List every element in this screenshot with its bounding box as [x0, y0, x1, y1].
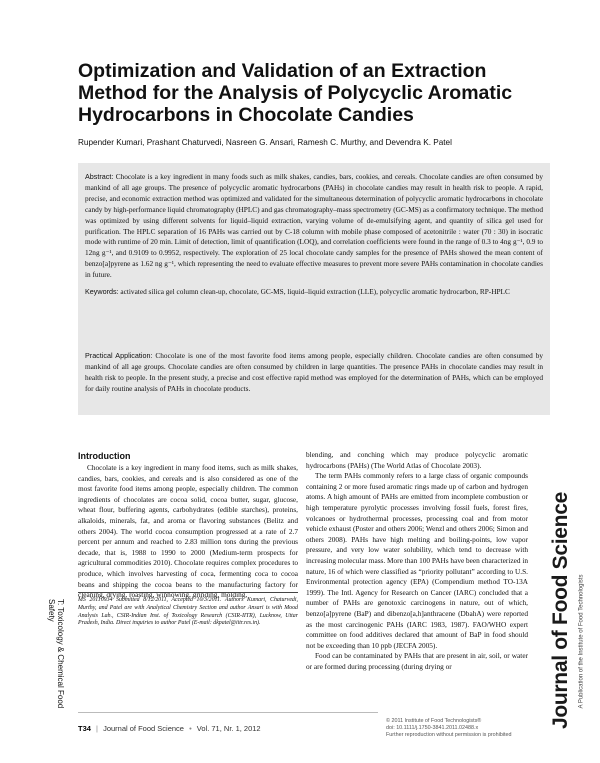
abstract-box	[78, 163, 550, 350]
footer-separator: |	[96, 724, 98, 733]
right-column	[306, 450, 528, 672]
section-label: T: Toxicology & Chemical Food Safety	[47, 599, 65, 709]
contamination-paragraph: Food can be contaminated by PAHs that are present in air, soil, or water or are formed during processing (during drying or	[306, 651, 528, 671]
abstract	[85, 172, 543, 281]
copyright-line: © 2011 Institute of Food Technologists®	[386, 718, 482, 724]
journal-logo	[547, 492, 575, 730]
keywords-text: activated silica gel column clean-up, chocolate, GC-MS, liquid–liquid extraction (LLE), polycyclic aromatic hydrocarbon, RP-HPLC	[120, 287, 510, 297]
footer-separator-2: •	[189, 724, 192, 733]
practical-application	[85, 351, 543, 395]
journal-logo-text: Journal of Food Science	[549, 492, 572, 729]
volume-info: Vol. 71, Nr. 1, 2012	[196, 724, 261, 733]
introduction-heading: Introduction	[78, 451, 131, 461]
footnote-divider	[78, 592, 298, 593]
abstract-label: Abstract:	[85, 172, 114, 181]
practical-label: Practical Application:	[85, 351, 153, 360]
footer-divider	[78, 712, 378, 713]
author-list: Rupender Kumari, Prashant Chaturvedi, Nasreen G. Ansari, Ramesh C. Murthy, and Devendra K. Patel	[78, 138, 452, 147]
doi-line[interactable]: doi: 10.1111/j.1750-3841.2011.02488.x	[386, 725, 479, 731]
page-footer	[78, 724, 261, 733]
keywords	[85, 287, 543, 298]
page-number: T34	[78, 724, 91, 733]
abstract-text: Chocolate is a key ingredient in many foods such as milk shakes, candies, bars, cookies, and cereals. Chocolate candies are often consumed by mankind of all age groups. The presence of polycyclic aromatic hydrocarbons (PAHs) in chocolate candies may result in health risk to people. A rapid, precise, and economic extraction method was optimized and validated for the simultaneous determination of polycyclic aromatic hydrocarbons in chocolate candy by high-performance liquid chromatography (HPLC) and gas chromatography–mass spectrometry (GC-MS) as a confirmatory technique. The method was optimized by using different solvents for liquid–liquid extraction, varying volume of de-emulsifying agent, and quantity of silica gel used for purification. The HPLC separation of 16 PAHs was carried out by C-18 column with mobile phase composed of acetonitrile : water (70 : 30) in isocratic mode with runtime of 20 min. Limit of detection, limit of quantification (LOQ), and correlation coefficients were found in the range of 0.3 to 4ng g⁻¹, 0.9 to 12ng g⁻¹, and 0.9109 to 0.9952, respectively. The exploration of 25 local chocolate candy samples for the presence of PAHs showed the mean content of benzo[a]pyrene as 1.62 ng g⁻¹, which representing the need to evaluate effective measures to prevent more severe PAHs contamination in chocolate candies in future.	[85, 172, 544, 280]
manuscript-footnote: MS 20110934 Submitted 8/12/2011, Accepted 10/3/2011. Authors Kumari, Chaturvedi, Murthy, and Patel are with Analytical Chemistry Section and author Ansari is with Mood Analysis Lab., CSIR-Indian Inst. of Toxicology Research (CSIR-IITR), Lucknow, Uttar Pradesh, India. Direct inquiries to author Patel (E-mail: dkpatel@iitr.res.in).	[78, 597, 298, 627]
practical-application-box	[78, 345, 550, 415]
intro-paragraph-continued: blending, and conching which may produce polycyclic aromatic hydrocarbons (PAHs) (The World Atlas of Chocolate 2003).	[306, 450, 528, 470]
practical-text: Chocolate is one of the most favorite food items among people, especially children. Chocolate candies are often consumed by mankind of all age groups. Chocolate candies are often consumed by children in large quantities. The presence PAHs in chocolate candies may result in health risk to people. In the present study, a precise and cost effective rapid method was employed for the determination of PAHs, which can be employed for daily routine analysis of PAHs in chocolate products.	[85, 351, 543, 393]
publication-note-text: A Publication of the Institute of Food Technologists	[578, 574, 585, 709]
copyright-block	[386, 718, 536, 739]
publication-note	[575, 560, 589, 730]
journal-name: Journal of Food Science	[103, 724, 184, 733]
left-column	[78, 463, 298, 601]
keywords-label: Keywords:	[85, 287, 119, 297]
paper-title: Optimization and Validation of an Extraction Method for the Analysis of Polycyclic Aromatic Hydrocarbons in Chocolate Candies	[78, 60, 513, 126]
pah-paragraph: The term PAHs commonly refers to a large class of organic compounds containing 2 or more fused aromatic rings made up of carbon and hydrogen atoms. A high amount of PAHs are emitted from incomplete combustion or high temperature pyrolytic processes involving fossil fuels, forest fires, volcanoes or hydrothermal processes, processing coal and from motor vehicle exhaust (Poster and others 2006; Wenzl and others 2006; Simon and others 2008). PAHs have high melting and boiling-points, low vapor pressure, and very low water solubility, which tend to decrease with increasing molecular mass. More than 100 PAHs have been characterized in nature, 16 of which were classified as “priority pollutant” according to U.S. Environmental protection agency (EPA) (Compendium method TO-13A 1999). The Intl. Agency for Research on Cancer (IARC) concluded that a number of PAHs are genotoxic carcinogens in nature, out of which, benzo[a]pyrene (BaP) and dibenzo[a,h]anthracene (DbahA) were reported as the most carcinogenic PAHs (IARC 1983, 1987). FAO/WHO expert committee on food additives declared that amount of BaP in food should not be exceeding than 10 ppb (JECFA 2005).	[306, 471, 529, 650]
reproduction-notice: Further reproduction without permission is prohibited	[386, 732, 512, 738]
section-sidebar	[48, 598, 64, 716]
intro-paragraph: Chocolate is a key ingredient in many food items, such as milk shakes, candies, bars, cookies, and cereals and is also considered as one of the most favorite food items among people, especially children. The common ingredients of chocolates are cocoa solid, cocoa butter, sugar, glucose, wheat flour, buffering agents, carbohydrates (edible starches), proteins, alkaloids, minerals, fat, and aroma or flavoring substances (Belitz and others 2004). The world cocoa consumption progressed at a rate of 2.7 percent per annum and reached to 2.83 million tons during the previous decade, that is, 1988 to 1990 to 2000 (Medium-term prospects for agricultural commodities 2010). Chocolate requires complex procedures to produce, which involves harvesting of coca, fermenting coca to cocoa beans and shipping the cocoa beans to the manufacturing factory for cleaning, drying, roasting, winnowing, grinding, molding,	[78, 463, 298, 600]
